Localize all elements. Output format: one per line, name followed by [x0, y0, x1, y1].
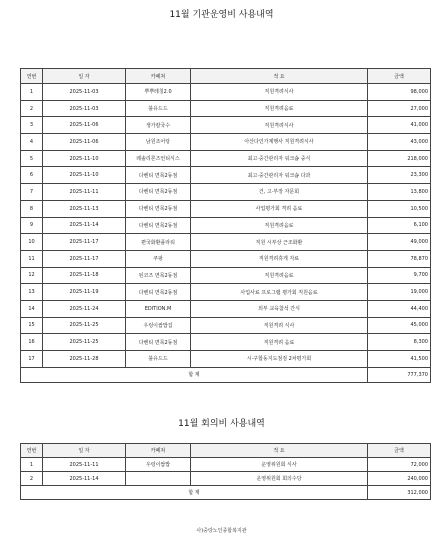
row-no: 2 [21, 472, 43, 486]
col-desc-header: 적 요 [191, 69, 368, 84]
table-header-row [21, 444, 431, 458]
table-row [21, 472, 431, 486]
total-row [21, 486, 431, 500]
row-desc: 최고·중간관리자 워크숍 다과 [191, 167, 368, 184]
row-no: 13 [21, 284, 43, 301]
row-date: 2025-11-17 [43, 234, 126, 251]
row-vendor: 다벤티 면목2동점 [126, 334, 191, 351]
row-amount: 13,800 [368, 184, 431, 201]
table-row [21, 284, 431, 301]
col-vendor-header: 카페쳐 [126, 69, 191, 84]
row-amount: 72,000 [368, 458, 431, 472]
row-no: 9 [21, 217, 43, 234]
total-row [21, 367, 431, 382]
row-amount: 19,000 [368, 284, 431, 301]
row-desc: 직원격려음료 [191, 217, 368, 234]
row-desc: 직원격려휴게 자료 [191, 250, 368, 267]
table-row [21, 200, 431, 217]
row-vendor: 블유드드 [126, 351, 191, 368]
table-row [21, 100, 431, 117]
row-no: 15 [21, 317, 43, 334]
row-no: 12 [21, 267, 43, 284]
row-date: 2025-11-28 [43, 351, 126, 368]
row-date: 2025-11-17 [43, 250, 126, 267]
row-amount: 41,000 [368, 117, 431, 134]
meeting-title: 11월 회의비 사용내역 [178, 419, 265, 429]
row-amount: 8,300 [368, 334, 431, 351]
table-row [21, 234, 431, 251]
row-amount: 45,000 [368, 317, 431, 334]
row-vendor: 다벤티 면목2동점 [126, 184, 191, 201]
row-date: 2025-11-25 [43, 317, 126, 334]
row-no: 16 [21, 334, 43, 351]
row-amount: 98,000 [368, 84, 431, 101]
expense-title: 11월 기관운영비 사용내역 [169, 10, 274, 20]
row-date: 2025-11-25 [43, 334, 126, 351]
meeting-table-body [21, 458, 431, 486]
row-no: 5 [21, 150, 43, 167]
row-vendor: 다벤티 면목2동점 [126, 200, 191, 217]
row-vendor [126, 472, 191, 486]
row-desc: 시·구합동지도점검 2차평가회 [191, 351, 368, 368]
row-vendor: 블유드드 [126, 100, 191, 117]
row-date: 2025-11-11 [43, 458, 126, 472]
row-date: 2025-11-06 [43, 134, 126, 151]
row-vendor: 뿌뿌레칭2.0 [126, 84, 191, 101]
row-desc: 운영위원회 회의수당 [191, 472, 368, 486]
row-amount: 44,400 [368, 300, 431, 317]
row-no: 10 [21, 234, 43, 251]
row-amount: 27,000 [368, 100, 431, 117]
row-date: 2025-11-24 [43, 300, 126, 317]
total-label: 합 계 [21, 367, 368, 382]
row-vendor: 생가칼국수 [126, 117, 191, 134]
row-no: 8 [21, 200, 43, 217]
col-vendor-header: 카페쳐 [126, 444, 191, 458]
table-row [21, 300, 431, 317]
row-desc: 사업평가회 격려 음료 [191, 200, 368, 217]
row-desc: 직원 시부상 근조화환 [191, 234, 368, 251]
org-footer: 사)중랑노인종합복지관 [196, 528, 247, 534]
table-row [21, 317, 431, 334]
row-amount: 218,000 [368, 150, 431, 167]
table-row [21, 267, 431, 284]
row-amount: 78,870 [368, 250, 431, 267]
col-no-header: 연번 [21, 69, 43, 84]
row-amount: 240,000 [368, 472, 431, 486]
table-row [21, 117, 431, 134]
row-date: 2025-11-03 [43, 84, 126, 101]
row-desc: 외부 교육참석 간식 [191, 300, 368, 317]
table-row [21, 334, 431, 351]
row-desc: 직원격려 음료 [191, 334, 368, 351]
table-row [21, 458, 431, 472]
row-date: 2025-11-18 [43, 267, 126, 284]
row-no: 6 [21, 167, 43, 184]
row-date: 2025-11-06 [43, 117, 126, 134]
total-label: 합 계 [21, 486, 368, 500]
row-no: 1 [21, 84, 43, 101]
row-desc: 아산다인가계행사 직원격려식사 [191, 134, 368, 151]
row-desc: 직원격려음료 [191, 267, 368, 284]
row-amount: 43,000 [368, 134, 431, 151]
col-date-header: 일 자 [43, 444, 126, 458]
row-amount: 9,700 [368, 267, 431, 284]
row-date: 2025-11-11 [43, 184, 126, 201]
row-vendor: 다벤티 면목2동점 [126, 217, 191, 234]
total-amount: 777,370 [368, 367, 431, 382]
row-no: 3 [21, 117, 43, 134]
table-header-row [21, 69, 431, 84]
row-date: 2025-11-10 [43, 150, 126, 167]
row-desc: 운영위원회 식사 [191, 458, 368, 472]
row-vendor: EDITION.M [126, 300, 191, 317]
total-amount: 312,000 [368, 486, 431, 500]
row-vendor: 편국화환플라워 [126, 234, 191, 251]
row-no: 17 [21, 351, 43, 368]
row-vendor: 우렁이쌈밥집 [126, 317, 191, 334]
col-no-header: 연번 [21, 444, 43, 458]
row-desc: 직원격려식사 [191, 117, 368, 134]
row-no: 4 [21, 134, 43, 151]
row-desc: 최고·중간관리자 워크숍 중식 [191, 150, 368, 167]
row-no: 7 [21, 184, 43, 201]
row-vendor: 다벤티 면목2동점 [126, 167, 191, 184]
row-amount: 6,100 [368, 217, 431, 234]
table-row [21, 250, 431, 267]
row-amount: 49,000 [368, 234, 431, 251]
row-date: 2025-11-19 [43, 284, 126, 301]
row-no: 11 [21, 250, 43, 267]
row-vendor: 우렁이쌈밥 [126, 458, 191, 472]
meeting-table [20, 443, 431, 500]
row-vendor: 된코즈 면목2동점 [126, 267, 191, 284]
row-date: 2025-11-13 [43, 200, 126, 217]
table-row [21, 217, 431, 234]
col-desc-header: 적 요 [191, 444, 368, 458]
row-amount: 23,300 [368, 167, 431, 184]
col-amount-header: 금액 [368, 69, 431, 84]
row-vendor: 쿠팡 [126, 250, 191, 267]
row-date: 2025-11-10 [43, 167, 126, 184]
col-date-header: 일 자 [43, 69, 126, 84]
table-row [21, 134, 431, 151]
col-amount-header: 금액 [368, 444, 431, 458]
row-no: 1 [21, 458, 43, 472]
table-row [21, 167, 431, 184]
row-vendor: 남원조어탕 [126, 134, 191, 151]
table-row [21, 351, 431, 368]
row-desc: 건, 고·부장 자문회 [191, 184, 368, 201]
expense-table [20, 68, 431, 383]
row-vendor: 레솔리론즈언티식스 [126, 150, 191, 167]
row-date: 2025-11-14 [43, 472, 126, 486]
row-date: 2025-11-03 [43, 100, 126, 117]
table-row [21, 184, 431, 201]
row-vendor: 다벤티 면목2동점 [126, 284, 191, 301]
table-row [21, 150, 431, 167]
row-desc: 직원격려 식사 [191, 317, 368, 334]
row-no: 14 [21, 300, 43, 317]
row-no: 2 [21, 100, 43, 117]
row-amount: 41,500 [368, 351, 431, 368]
row-desc: 직원격려식사 [191, 84, 368, 101]
row-desc: 직원격려음료 [191, 100, 368, 117]
table-row [21, 84, 431, 101]
expense-table-body [21, 84, 431, 368]
row-amount: 10,500 [368, 200, 431, 217]
row-desc: 사업사료 프로그램 평가회 직원음료 [191, 284, 368, 301]
row-date: 2025-11-14 [43, 217, 126, 234]
